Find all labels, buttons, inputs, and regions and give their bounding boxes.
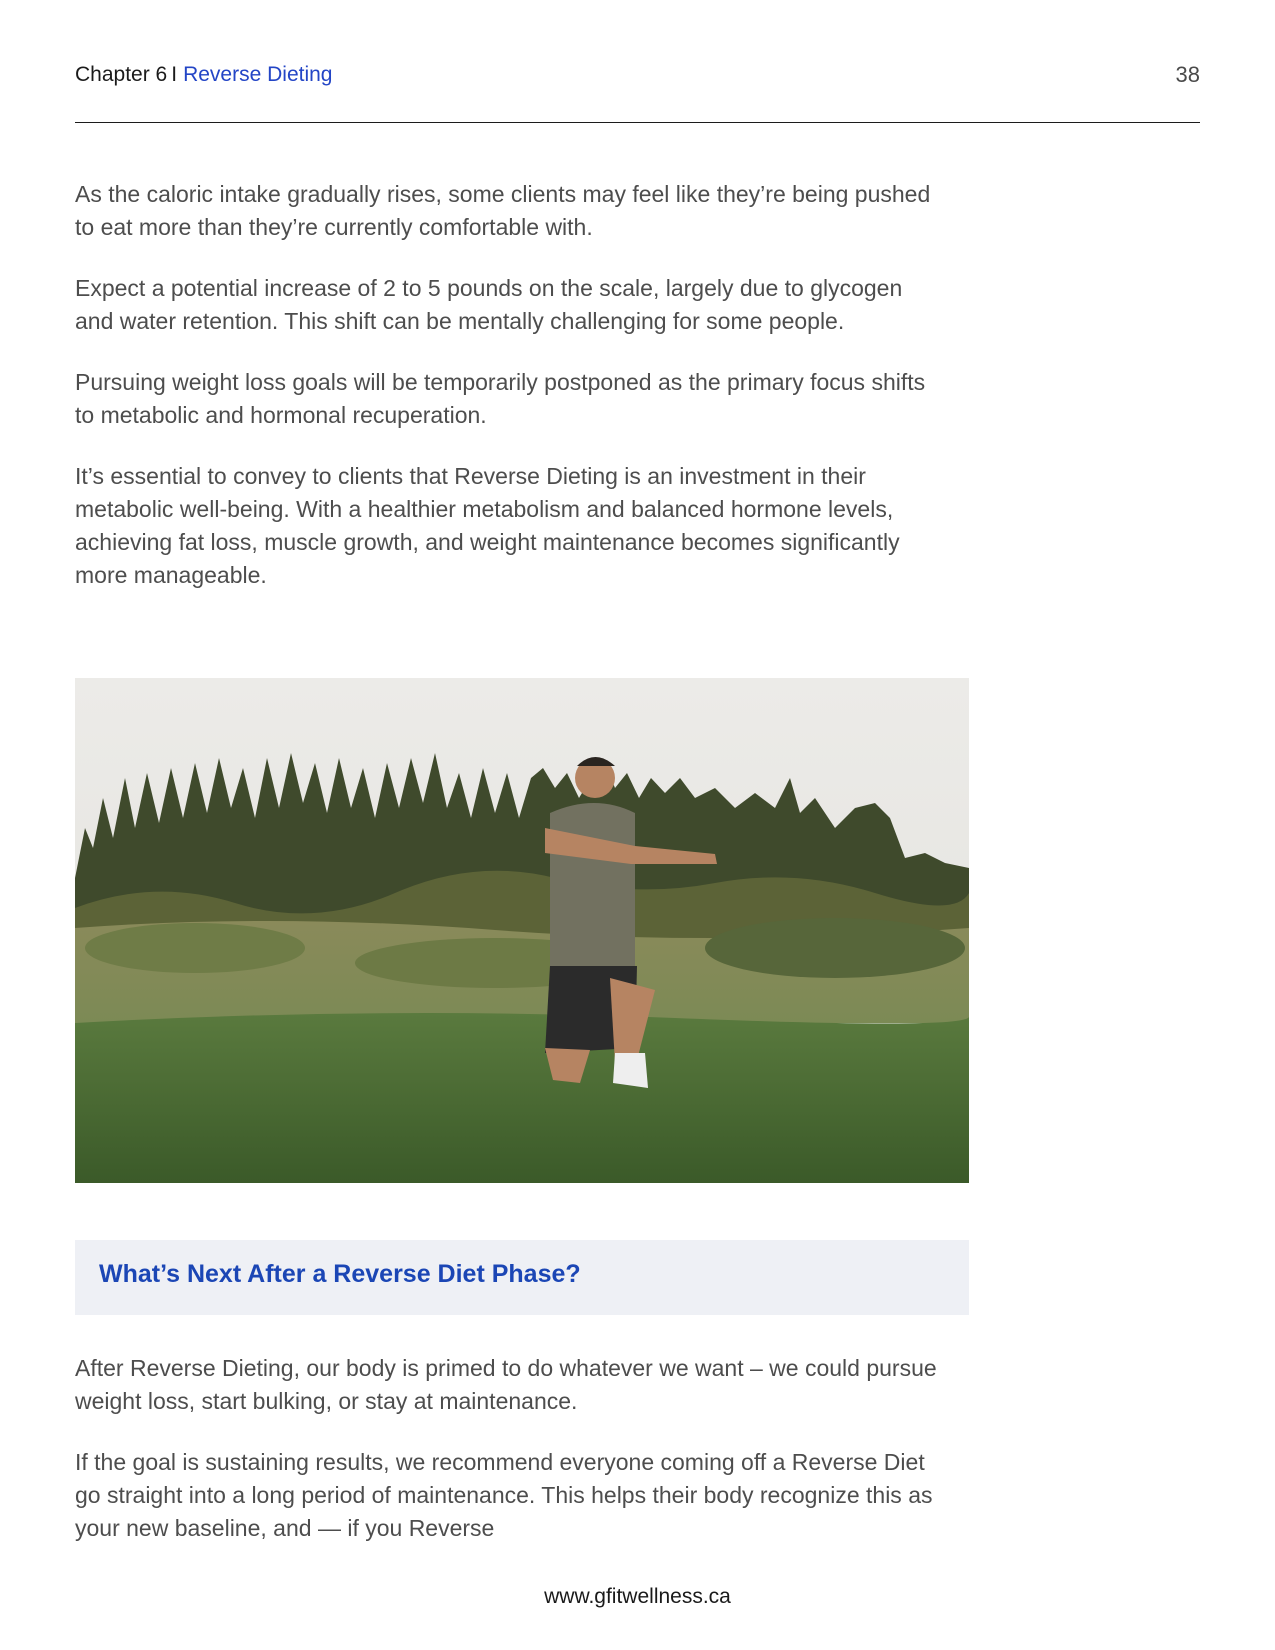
page-header — [75, 60, 1200, 123]
body-section-top — [75, 178, 945, 620]
footer-website: www.gfitwellness.ca — [544, 1585, 731, 1608]
page-number: 38 — [1175, 62, 1200, 87]
chapter-label — [75, 63, 332, 87]
paragraph: Expect a potential increase of 2 to 5 pounds on the scale, largely due to glycogen and water retention. This shift can be mentally challenging for some people. — [75, 275, 903, 334]
chapter-separator: I — [171, 63, 178, 86]
paragraph: After Reverse Dieting, our body is primed to do whatever we want – we could pursue weight loss, start bulking, or stay at maintenance. — [75, 1355, 937, 1414]
paragraph: If the goal is sustaining results, we recommend everyone coming off a Reverse Diet go straight into a long period of maintenance. This helps their body recognize this as your new baseline, and — if you Reverse — [75, 1449, 933, 1541]
paragraph: As the caloric intake gradually rises, some clients may feel like they’re being pushed to eat more than they’re currently comfortable with. — [75, 181, 931, 240]
chapter-number: Chapter 6 — [75, 63, 168, 86]
section-heading: What’s Next After a Reverse Diet Phase? — [99, 1260, 581, 1288]
stretching-man-photo — [75, 678, 969, 1183]
section-callout — [75, 1240, 969, 1315]
paragraph: It’s essential to convey to clients that Reverse Dieting is an investment in their metabolic well-being. With a healthier metabolism and balanced hormone levels, achieving fat loss, muscle growth, and weight maintenance becomes significantly more manageable. — [75, 463, 900, 588]
chapter-title: Reverse Dieting — [183, 63, 333, 86]
body-section-bottom — [75, 1352, 945, 1573]
paragraph: Pursuing weight loss goals will be temporarily postponed as the primary focus shifts to metabolic and hormonal recuperation. — [75, 369, 926, 428]
